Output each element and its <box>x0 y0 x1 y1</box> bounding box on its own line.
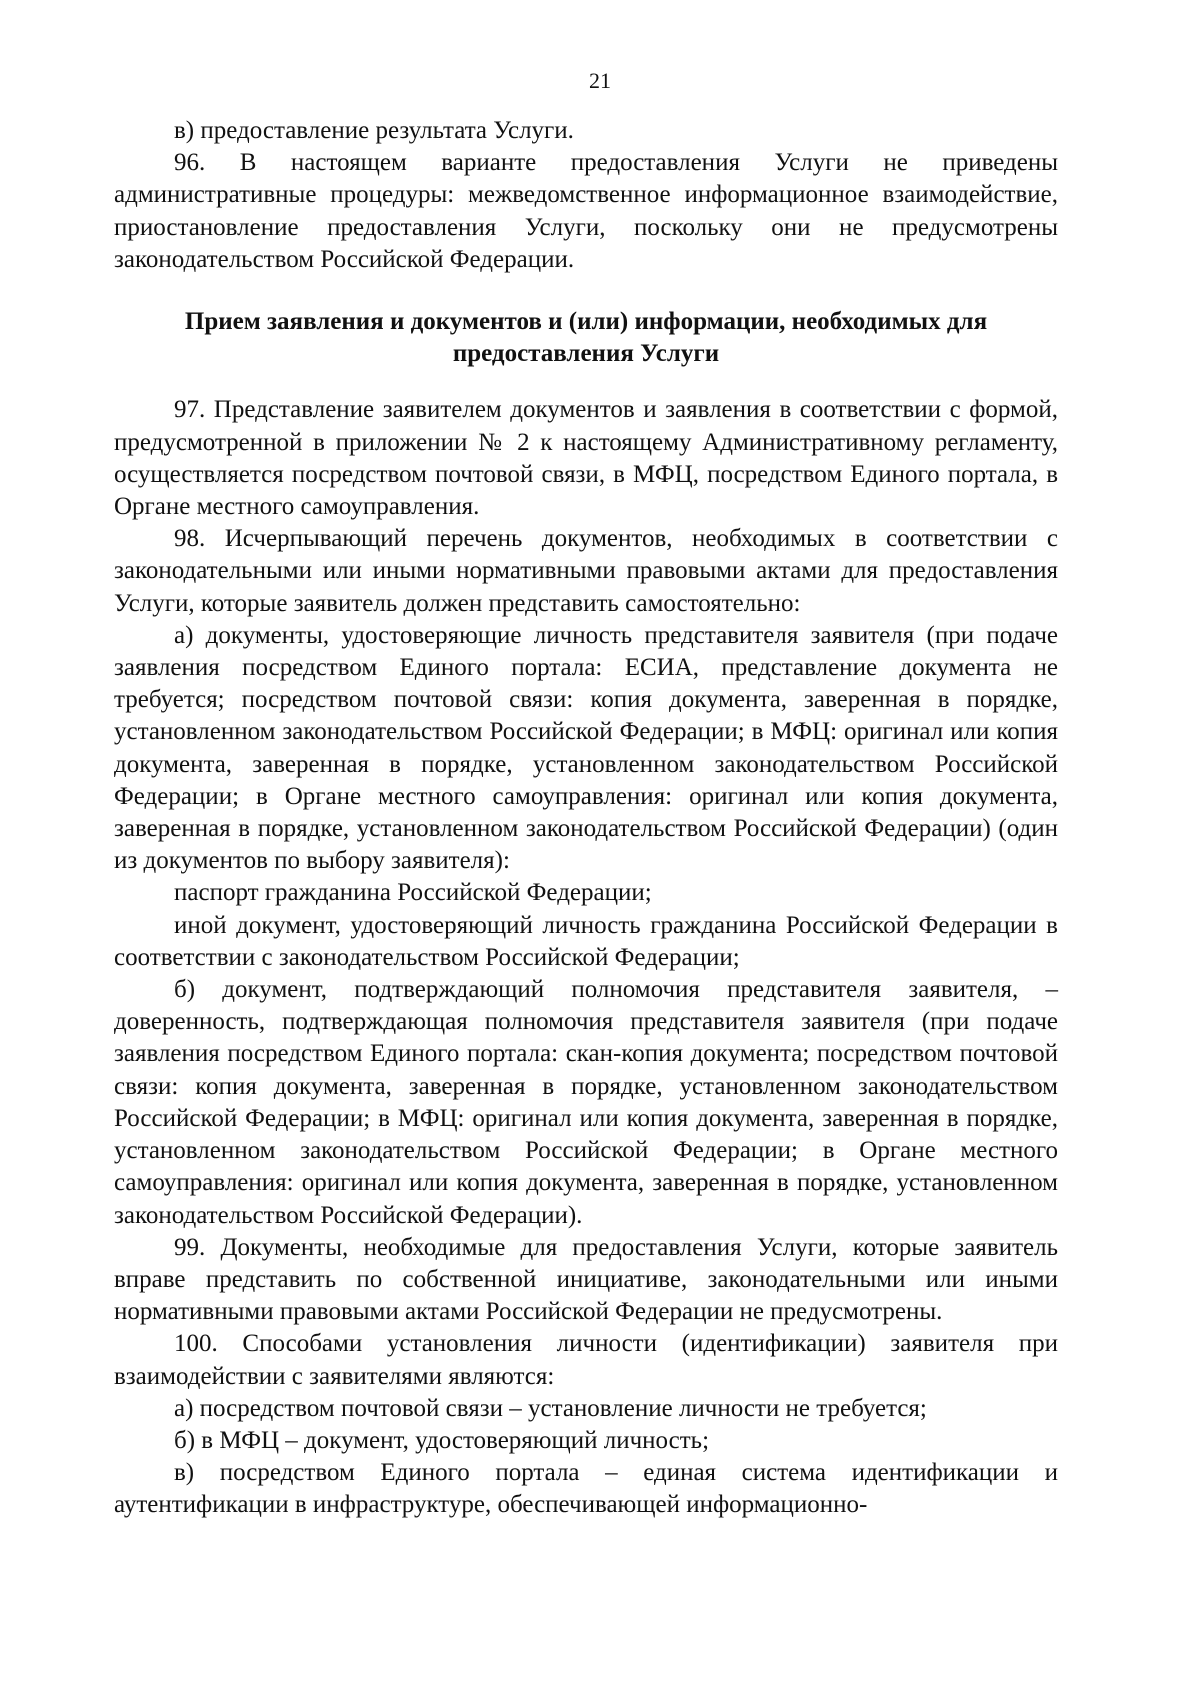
page-number: 21 <box>589 68 611 93</box>
paragraph-98a-passport: паспорт гражданина Российской Федерации; <box>174 879 652 907</box>
paragraph-96: 96. В настоящем варианте предоставления Услуги не приведены административные процедуры: межведомственное информационное взаимодействие, приостановление предоставления Услуги, поскольку они не предусмотрены законодательством Российской Федерации. <box>114 149 1058 273</box>
paragraph-96v: в) предоставление результата Услуги. <box>174 117 574 144</box>
section-heading: Прием заявления и документов и (или) информации, необходимых для предоставления Услуги <box>184 308 988 368</box>
paragraph-98b: б) документ, подтверждающий полномочия представителя заявителя, – доверенность, подтверждающая полномочия представителя заявителя (при подаче заявления посредством Единого портала: скан-копия документа; посредством почтовой связи: копия документа, заверенная в порядке, установленном законодательством Российской Федерации; в МФЦ: оригинал или копия документа, заверенная в порядке, установленном законодательством Российской Федерации; в Органе местного самоуправления: оригинал или копия документа, заверенная в порядке, установленном законодательством Российской Федерации). <box>114 976 1058 1229</box>
paragraph-98: 98. Исчерпывающий перечень документов, необходимых в соответствии с законодательными или иными нормативными правовыми актами для предоставления Услуги, которые заявитель должен представить самостоятельно: <box>114 525 1058 617</box>
document-body <box>114 115 1058 1522</box>
paragraph-100: 100. Способами установления личности (идентификации) заявителя при взаимодействии с заявителями являются: <box>114 1330 1058 1390</box>
paragraph-98a: а) документы, удостоверяющие личность представителя заявителя (при подаче заявления посредством Единого портала: ЕСИА, представление документа не требуется; посредством почтовой связи: копия документа, заверенная в порядке, установленном законодательством Российской Федерации; в МФЦ: оригинал или копия документа, заверенная в порядке, установленном законодательством Российской Федерации; в Органе местного самоуправления: оригинал или копия документа, заверенная в порядке, установленном законодательством Российской Федерации) (один из документов по выбору заявителя): <box>114 621 1058 875</box>
paragraph-100v: в) посредством Единого портала – единая система идентификации и аутентификации в инфраструктуре, обеспечивающей информационно- <box>114 1459 1058 1519</box>
paragraph-100b: б) в МФЦ – документ, удостоверяющий личность; <box>174 1426 710 1454</box>
paragraph-97: 97. Представление заявителем документов и заявления в соответствии с формой, предусмотренной в приложении № 2 к настоящему Административному регламенту, осуществляется посредством почтовой связи, в МФЦ, посредством Единого портала, в Органе местного самоуправления. <box>114 396 1058 521</box>
paragraph-99: 99. Документы, необходимые для предоставления Услуги, которые заявитель вправе представить по собственной инициативе, законодательными или иными нормативными правовыми актами Российской Федерации не предусмотрены. <box>114 1233 1058 1326</box>
paragraph-98a-other-doc: иной документ, удостоверяющий личность гражданина Российской Федерации в соответствии с законодательством Российской Федерации; <box>114 911 1058 971</box>
paragraph-100a: а) посредством почтовой связи – установление личности не требуется; <box>174 1394 927 1422</box>
